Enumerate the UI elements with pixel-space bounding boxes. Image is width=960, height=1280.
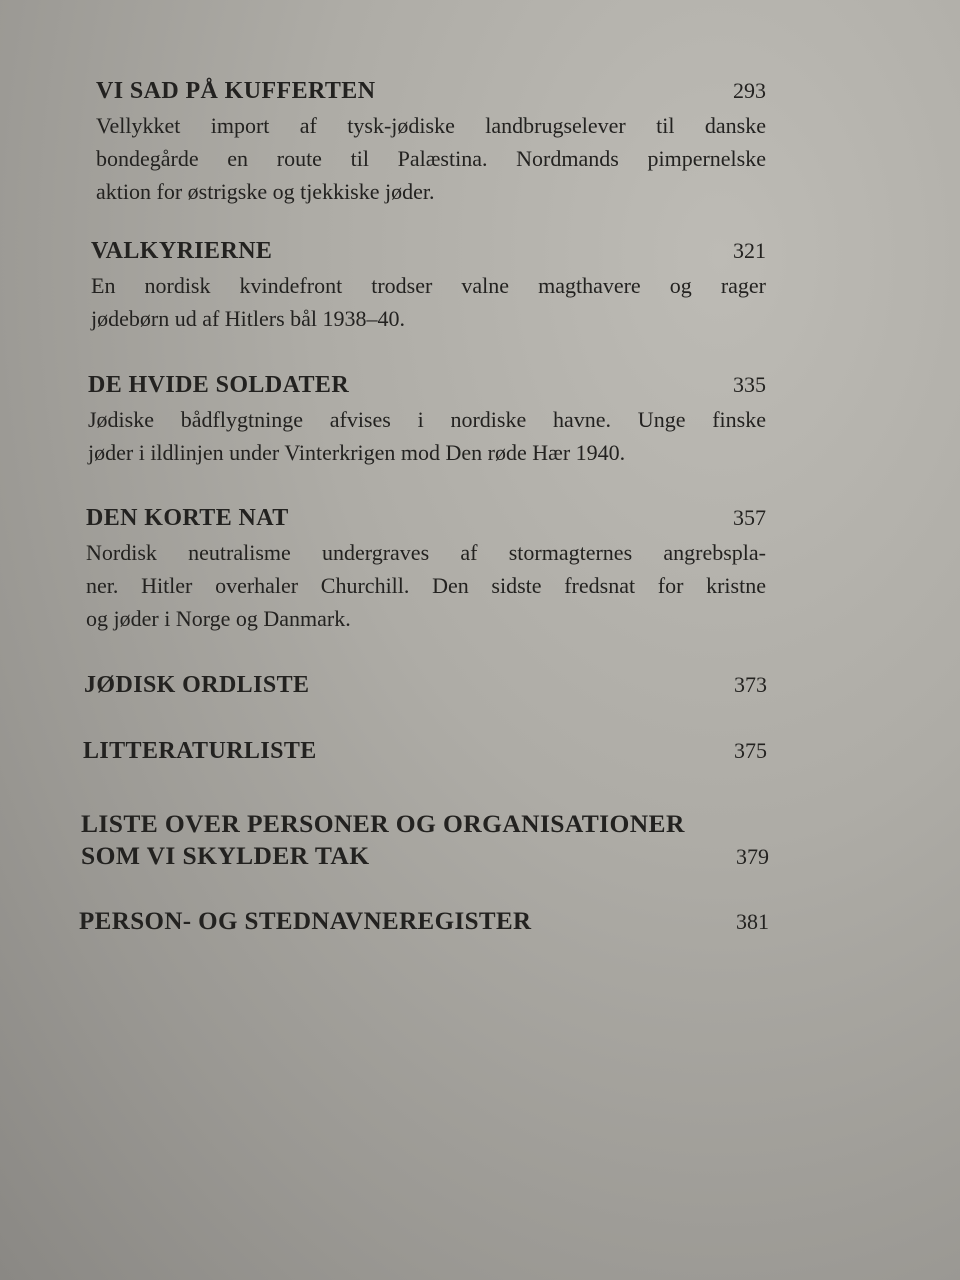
page-number: 373 — [734, 672, 767, 697]
chapter-description-line: Nordisk neutralisme undergraves af stormagternes angrebspla- — [86, 540, 766, 565]
toc-entry — [96, 78, 766, 208]
page-number: 321 — [733, 238, 766, 263]
section-title: LISTE OVER PERSONER OG ORGANISATIONER — [81, 809, 685, 838]
toc-entry — [84, 672, 767, 699]
chapter-description-line: ner. Hitler overhaler Churchill. Den sidste fredsnat for kristne — [86, 573, 766, 598]
chapter-description-line: Vellykket import af tysk-jødiske landbrugselever til danske — [96, 113, 766, 138]
toc-entry — [79, 908, 769, 936]
chapter-description-line: bondegårde en route til Palæstina. Nordmands pimpernelske — [96, 146, 766, 171]
toc-entry — [83, 738, 767, 765]
toc-entry — [86, 505, 766, 635]
page-number: 381 — [736, 909, 769, 934]
page-number: 293 — [733, 78, 766, 103]
section-title: PERSON- OG STEDNAVNEREGISTER — [79, 908, 532, 935]
page-number: 357 — [733, 505, 766, 530]
chapter-description-line: aktion for østrigske og tjekkiske jøder. — [96, 179, 435, 204]
chapter-description-line: jødebørn ud af Hitlers bål 1938–40. — [91, 306, 406, 331]
page-number: 375 — [734, 738, 767, 763]
toc-entry — [91, 238, 766, 335]
page-number: 335 — [733, 372, 766, 397]
chapter-description-line: Jødiske bådflygtninge afvises i nordiske havne. Unge finske — [88, 407, 766, 432]
section-title: SOM VI SKYLDER TAK — [81, 841, 370, 870]
chapter-description-line: jøder i ildlinjen under Vinterkrigen mod Den røde Hær 1940. — [88, 440, 626, 465]
page-number: 379 — [736, 844, 769, 869]
chapter-title: VALKYRIERNE — [91, 238, 273, 264]
toc-entry — [81, 808, 769, 872]
section-title: JØDISK ORDLISTE — [84, 672, 310, 698]
toc-entry — [88, 372, 766, 469]
section-title: LITTERATURLISTE — [83, 738, 317, 764]
chapter-description-line: En nordisk kvindefront trodser valne magthavere og rager — [91, 273, 766, 298]
chapter-title: DE HVIDE SOLDATER — [88, 372, 350, 398]
chapter-title: VI SAD PÅ KUFFERTEN — [96, 78, 376, 104]
chapter-title: DEN KORTE NAT — [86, 505, 289, 531]
chapter-description-line: og jøder i Norge og Danmark. — [86, 606, 351, 631]
